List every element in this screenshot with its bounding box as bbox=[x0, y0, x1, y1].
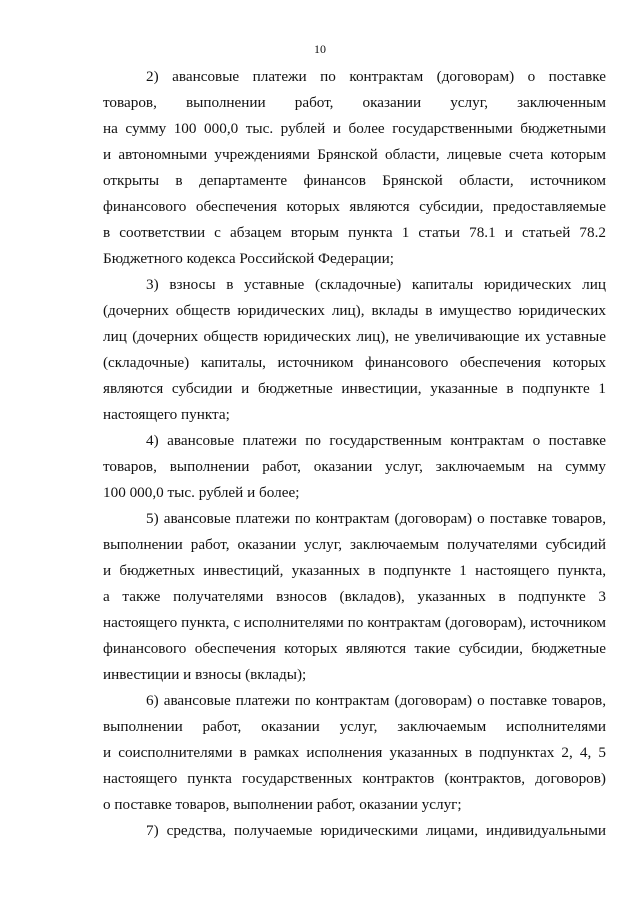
text-line: Бюджетного кодекса Российской Федерации; bbox=[103, 250, 394, 267]
text-line: (складочные) капиталы, источником финансового обеспечения которых bbox=[103, 354, 606, 371]
text-line: товаров, выполнении работ, оказании услуг, заключаемым на сумму bbox=[103, 458, 606, 475]
paragraph-item-6 bbox=[103, 688, 606, 818]
document-body bbox=[103, 64, 606, 844]
text-line: 100 000,0 тыс. рублей и более; bbox=[103, 484, 300, 501]
text-line: (дочерних обществ юридических лиц), вклады в имущество юридических bbox=[103, 302, 606, 319]
text-line: настоящего пункта; bbox=[103, 406, 230, 423]
page-number: 10 bbox=[314, 42, 326, 56]
text-line: являются субсидии и бюджетные инвестиции, указанные в подпункте 1 bbox=[103, 380, 606, 397]
text-line: на сумму 100 000,0 тыс. рублей и более государственными бюджетными bbox=[103, 120, 606, 137]
text-line: настоящего пункта, с исполнителями по контрактам (договорам), источником bbox=[103, 614, 606, 631]
text-line: 7) средства, получаемые юридическими лицами, индивидуальными bbox=[146, 822, 606, 839]
text-line: настоящего пункта государственных контрактов (контрактов, договоров) bbox=[103, 770, 606, 787]
text-line: и соисполнителями в рамках исполнения указанных в подпунктах 2, 4, 5 bbox=[103, 744, 606, 761]
text-line: лиц (дочерних обществ юридических лиц), не увеличивающие их уставные bbox=[103, 328, 606, 345]
text-line: 3) взносы в уставные (складочные) капиталы юридических лиц bbox=[146, 276, 606, 293]
text-line: финансового обеспечения которых являются субсидии, предоставляемые bbox=[103, 198, 606, 215]
text-line: выполнении работ, оказании услуг, заключаемым исполнителями bbox=[103, 718, 606, 735]
text-line: а также получателями взносов (вкладов), указанных в подпункте 3 bbox=[103, 588, 606, 605]
text-line: товаров, выполнении работ, оказании услуг, заключенным bbox=[103, 94, 606, 111]
text-line: инвестиции и взносы (вклады); bbox=[103, 666, 307, 683]
text-line: 4) авансовые платежи по государственным контрактам о поставке bbox=[146, 432, 606, 449]
text-line: 5) авансовые платежи по контрактам (договорам) о поставке товаров, bbox=[146, 510, 606, 527]
text-line: и бюджетных инвестиций, указанных в подпункте 1 настоящего пункта, bbox=[103, 562, 606, 579]
paragraph-item-4 bbox=[103, 428, 606, 506]
text-line: 6) авансовые платежи по контрактам (договорам) о поставке товаров, bbox=[146, 692, 606, 709]
text-line: 2) авансовые платежи по контрактам (договорам) о поставке bbox=[146, 68, 606, 85]
text-line: о поставке товаров, выполнении работ, оказании услуг; bbox=[103, 796, 462, 813]
text-line: выполнении работ, оказании услуг, заключаемым получателями субсидий bbox=[103, 536, 606, 553]
paragraph-item-5 bbox=[103, 506, 606, 688]
paragraph-item-3 bbox=[103, 272, 606, 428]
text-line: финансового обеспечения которых являются такие субсидии, бюджетные bbox=[103, 640, 606, 657]
text-line: открыты в департаменте финансов Брянской области, источником bbox=[103, 172, 606, 189]
text-line: и автономными учреждениями Брянской области, лицевые счета которым bbox=[103, 146, 606, 163]
paragraph-item-2 bbox=[103, 64, 606, 272]
paragraph-item-7 bbox=[103, 818, 606, 844]
text-line: в соответствии с абзацем вторым пункта 1 статьи 78.1 и статьей 78.2 bbox=[103, 224, 606, 241]
